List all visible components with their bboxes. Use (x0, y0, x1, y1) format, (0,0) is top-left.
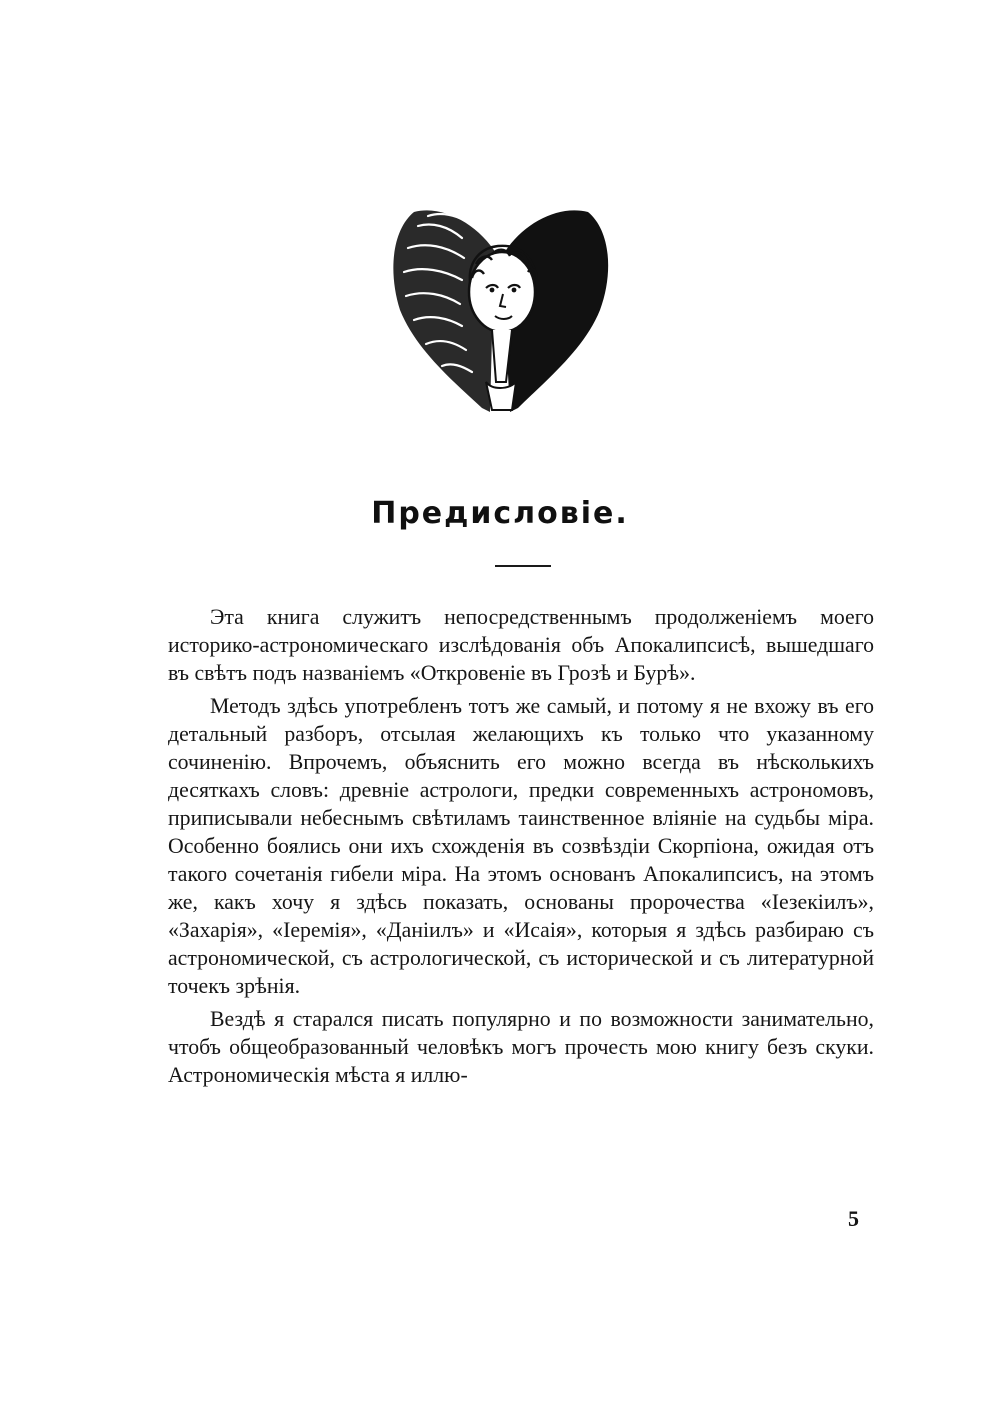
paragraph: Вездѣ я старался писать популярно и по возможности занимательно, чтобъ общеобразованный человѣкъ могъ прочесть мою книгу безъ скуки. Астрономическія мѣста я иллю- (168, 1007, 874, 1087)
body-text (168, 603, 874, 1094)
paragraph: Методъ здѣсь употребленъ тотъ же самый, и потому я не вхожу въ его детальный разборъ, отсылая желающихъ къ только что указанному сочиненію. Впрочемъ, объяснить его можно всегда въ нѣсколькихъ десяткахъ словъ: древніе астрологи, предки современныхъ астрономовъ, приписывали небеснымъ свѣтиламъ таинственное вліяніе на судьбы міра. Особенно боялись они ихъ схожденія въ созвѣздіи Скорпіона, ожидая отъ такого сочетанія гибели міра. На этомъ основанъ Апокалипсисъ, на этомъ же, какъ хочу я здѣсь показать, основаны пророчества «Іезекіилъ», «Захарія», «Іеремія», «Даніилъ» и «Исаія», которыя я здѣсь разбираю съ астрономической, съ астрологической, съ исторической и съ литературной точекъ зрѣнія. (168, 694, 874, 998)
heading-divider (495, 565, 551, 567)
chapter-heading: Предисловіе. (371, 496, 629, 531)
paragraph: Эта книга служитъ непосредственнымъ продолженіемъ моего историко-астрономическаго изслѣдованія объ Апокалипсисѣ, вышедшаго въ свѣтъ подъ названіемъ «Откровеніе въ Грозѣ и Бурѣ». (168, 605, 874, 685)
page-number: 5 (848, 1206, 859, 1231)
cherub-heart-vignette (388, 186, 612, 412)
